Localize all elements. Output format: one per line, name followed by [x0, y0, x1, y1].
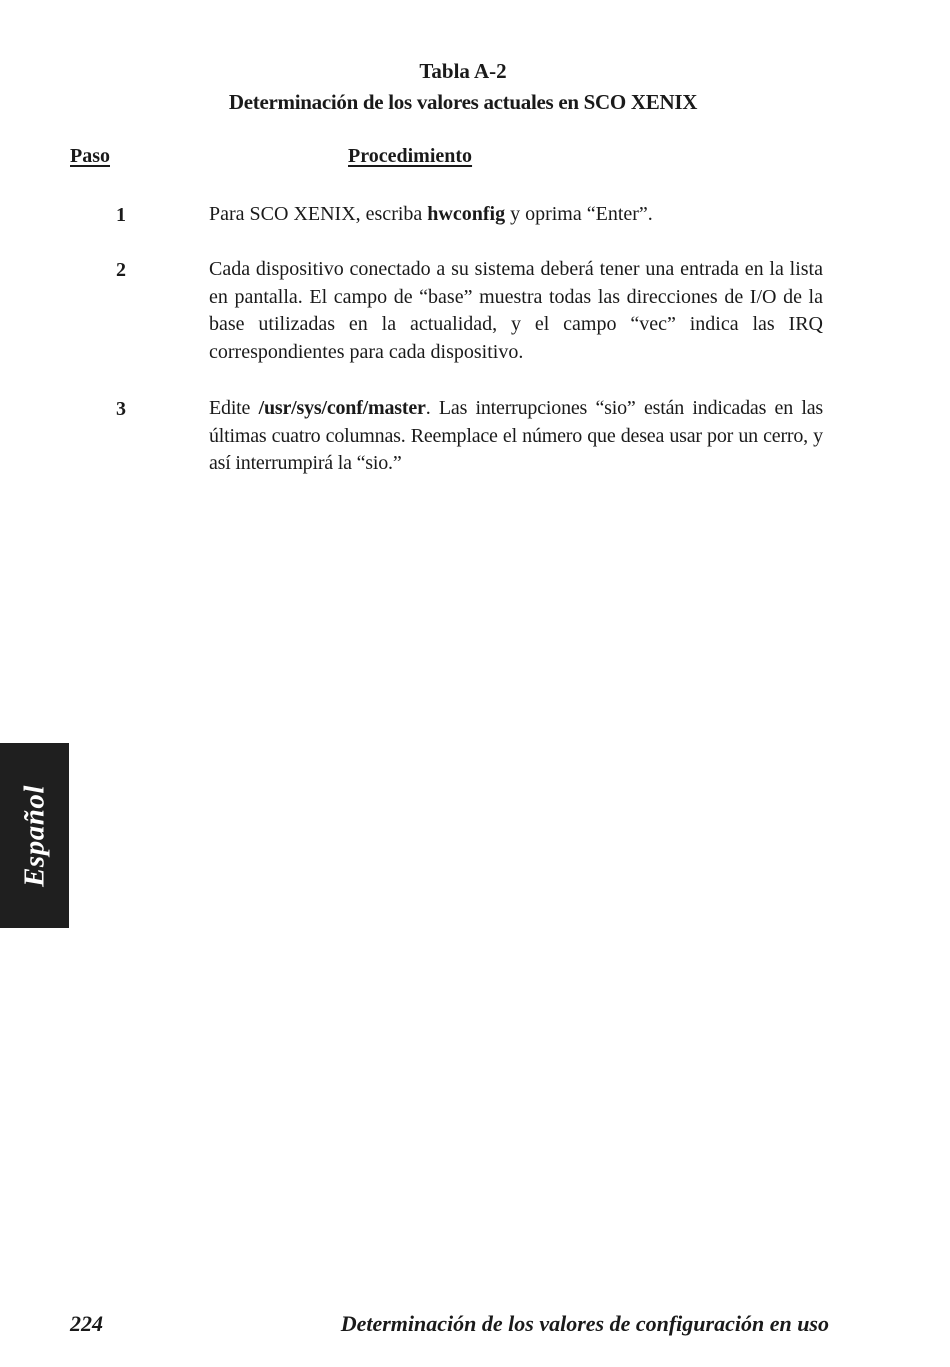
- step-number-3: 3: [116, 398, 126, 420]
- step-text-3-path: /usr/sys/conf/master: [258, 397, 426, 419]
- step-number-1: 1: [116, 204, 126, 226]
- step-text-1-part-b: y oprima “Enter”.: [505, 203, 653, 225]
- table-title: Tabla A-2: [419, 59, 507, 83]
- step-text-1-command: hwconfig: [427, 203, 506, 225]
- step-number-2: 2: [116, 259, 126, 281]
- step-text-2: Cada dispositivo conectado a su sistema deberá tener una entrada en la lista en pantalla. El campo de “base” muestra todas las direcciones de I/O de la base utilizadas en la actualidad, y el campo “vec” indica las IRQ correspondientes para cada dispositivo.: [209, 258, 823, 364]
- language-side-tab-label: Español: [18, 784, 50, 887]
- step-text-3-part-b: . Las interrupciones “sio” están indicadas en las últimas cuatro columnas. Reemplace el número que desea usar por un cerro, y así interrumpirá la “sio.”: [209, 397, 823, 475]
- column-header-step: Paso: [70, 145, 110, 167]
- footer-title: Determinación de los valores de configuración en uso: [340, 1311, 829, 1336]
- step-text-1-part-a: Para SCO XENIX, escriba: [209, 203, 428, 225]
- page-number: 224: [70, 1311, 103, 1336]
- table-subtitle: Determinación de los valores actuales en SCO XENIX: [228, 90, 698, 114]
- language-side-tab: [0, 743, 69, 928]
- step-text-1: [209, 201, 823, 229]
- step-text-3: [209, 395, 823, 478]
- step-text-3-part-a: Edite: [209, 397, 259, 419]
- column-header-procedure: Procedimiento: [348, 145, 473, 167]
